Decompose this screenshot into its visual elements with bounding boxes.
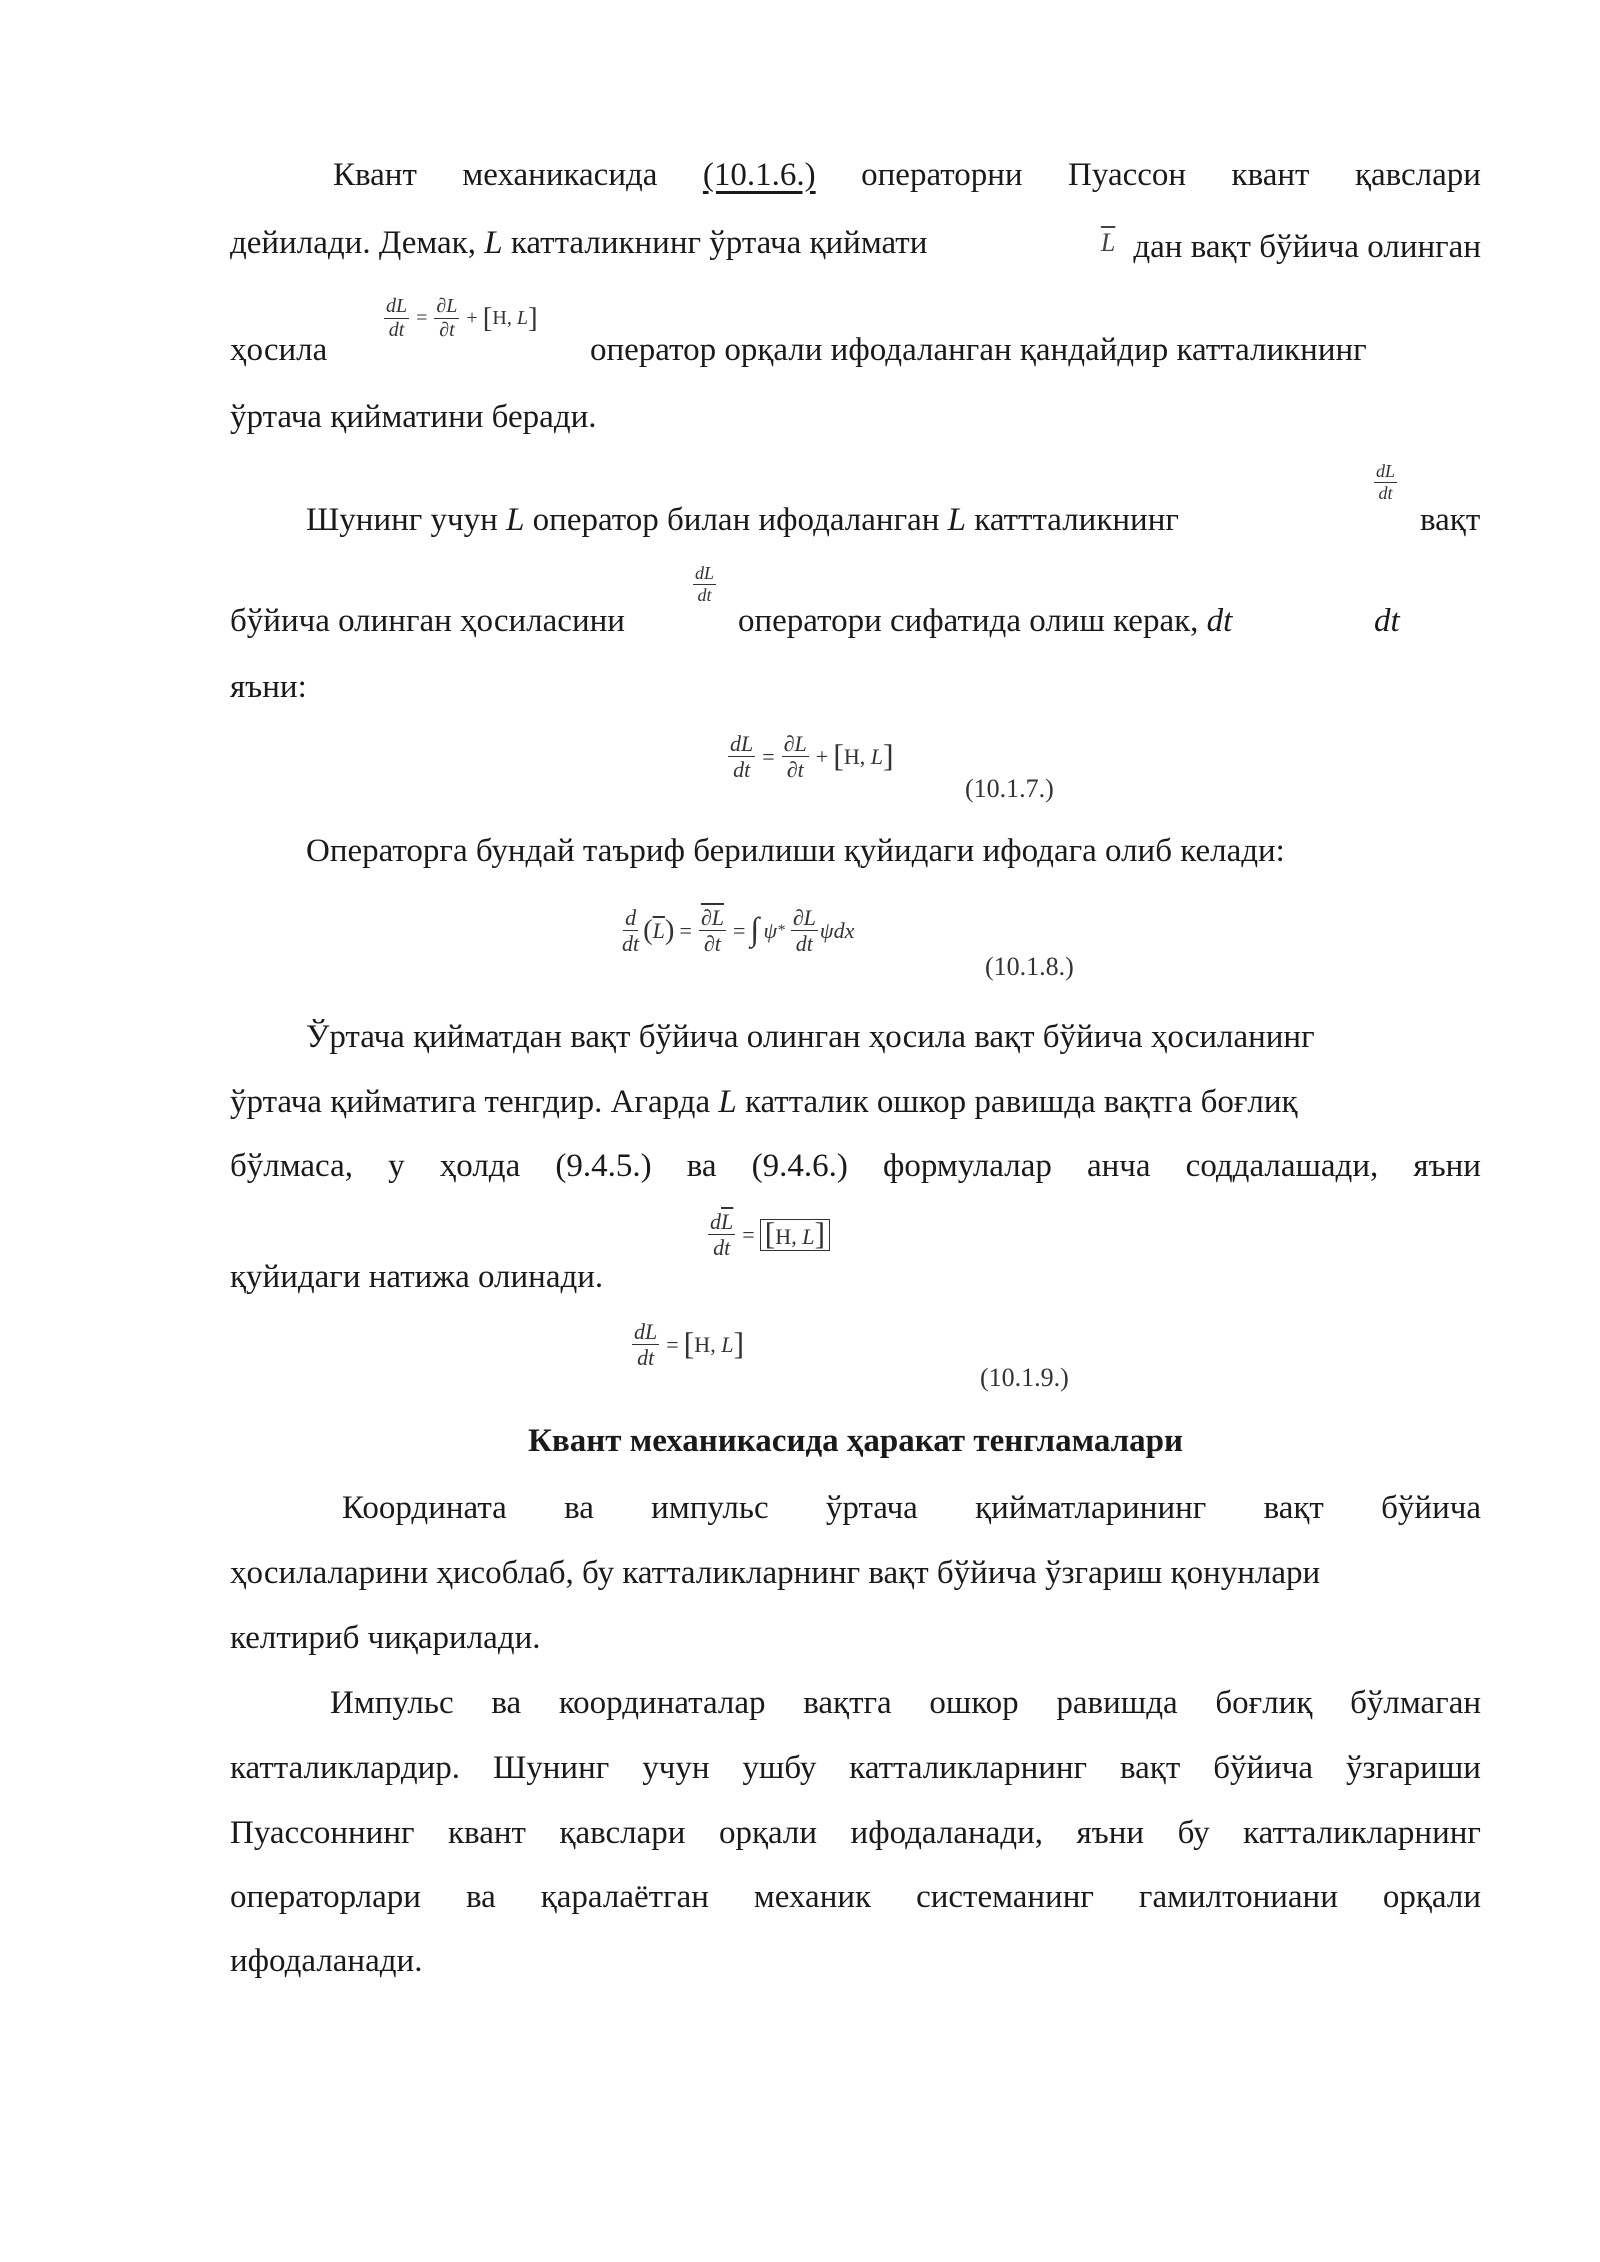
word: ифодаланади,: [850, 1815, 1043, 1851]
word: у: [388, 1148, 405, 1184]
p5-line-3: келтириб чиқарилади.: [230, 1620, 541, 1656]
inline-formula-dL-dt-hosila: $\frac{dL}{dt}$ = $\frac{\partial L}{\partial t}$ + [ H , L ]: [386, 295, 538, 341]
p4-line-1: Ўртача қийматдан вақт бўйича олинган ҳосила вақт бўйича ҳосиланинг: [306, 1019, 1315, 1055]
word: орқали: [1382, 1879, 1481, 1915]
p6-line-3: [230, 1813, 1481, 1853]
p1-line-3-right: оператор орқали ифодаланган қандайдир катталикнинг: [590, 332, 1367, 368]
p5-line-1: [342, 1488, 1481, 1528]
word: операторни: [861, 157, 1023, 193]
p1-line-4: ўртача қийматини беради.: [230, 399, 597, 435]
word: қийматларининг: [975, 1490, 1207, 1526]
word: ўртача: [825, 1490, 918, 1526]
word: орқали: [718, 1815, 818, 1851]
word: (9.4.5.): [555, 1148, 652, 1184]
word: равишда: [1056, 1685, 1178, 1721]
equation-number-10-1-7: (10.1.7.): [965, 774, 1054, 803]
word: қавслари: [1354, 157, 1481, 193]
word: механикасида: [462, 157, 658, 193]
p6-line-4: [230, 1877, 1481, 1917]
word: Импульс: [330, 1685, 454, 1721]
word: учун: [642, 1750, 710, 1786]
word: Квант: [333, 157, 417, 193]
word: вақт: [1120, 1750, 1181, 1786]
word: соддалашади,: [1185, 1148, 1379, 1184]
p4-line-3: [230, 1146, 1481, 1186]
word: (9.4.6.): [751, 1148, 848, 1184]
inline-formula-dL-dt-b: $\frac{dL}{dt}$: [695, 563, 715, 605]
word: системанинг: [916, 1879, 1094, 1915]
word: Пуассоннинг: [230, 1815, 415, 1851]
word: бўлмаган: [1350, 1685, 1481, 1721]
word: (10.1.6.): [702, 157, 816, 193]
word: катталикларнинг: [1243, 1815, 1481, 1851]
word: механик: [753, 1879, 872, 1915]
p1-line-3-left: ҳосила: [230, 332, 328, 368]
word: вақтга: [803, 1685, 892, 1721]
word: ушбу: [742, 1750, 817, 1786]
p3-line: Операторга бундай таъриф берилиши қуйидаги ифодага олиб келади:: [306, 833, 1285, 869]
word: бўйича: [1213, 1750, 1314, 1786]
word: ўзгариши: [1345, 1750, 1481, 1786]
section-heading: Квант механикасида ҳаракат тенгламалари: [528, 1423, 1183, 1459]
word: Шунинг: [492, 1750, 610, 1786]
formula-10-1-9: $\frac{dL}{dt}$ = [ H , L ]: [634, 1319, 745, 1371]
l-bar-symbol: $\overline{L}$: [1100, 228, 1116, 257]
word: яъни: [1413, 1148, 1481, 1184]
inline-formula-dLbar-dt: $\frac{d\overline{L}}{dt}$ = [H, L]: [706, 1210, 830, 1259]
word: ва: [491, 1685, 522, 1721]
p2-line-2-dt: dt: [1374, 603, 1400, 639]
equation-number-10-1-8: (10.1.8.): [985, 952, 1074, 981]
word: квант: [448, 1815, 526, 1851]
equation-number-10-1-9: (10.1.9.): [980, 1363, 1069, 1392]
word: ошкор: [929, 1685, 1019, 1721]
word: ва: [686, 1148, 717, 1184]
word: катталиклардир.: [230, 1750, 461, 1786]
p6-line-5: ифодаланади.: [230, 1943, 423, 1979]
p1-line-2-text-c: $\overline{L}$ дан вақт бўйича олинган: [1100, 228, 1481, 265]
p4-line-4: қуйидаги натижа олинади.: [230, 1259, 604, 1295]
word: формулалар: [883, 1148, 1052, 1184]
p1-line-2-text-a: дейилади. Демак, L катталикнинг ўртача қиймати: [230, 225, 928, 261]
word: вақт: [1263, 1490, 1324, 1526]
word: квант: [1231, 157, 1310, 193]
word: Пуассон: [1068, 157, 1187, 193]
word: ҳолда: [439, 1148, 521, 1184]
p6-line-2: [230, 1748, 1481, 1788]
p4-line-2: ўртача қийматига тенгдир. Агарда L катталик ошкор равишда вақтга боғлиқ: [230, 1084, 1298, 1120]
word: ва: [564, 1490, 594, 1526]
p1-line-1: [333, 155, 1481, 195]
word: импульс: [651, 1490, 769, 1526]
p2-line-1-end: вақт: [1420, 502, 1481, 538]
p2-line-2-b: оператори сифатида олиш керак, dt: [738, 603, 1233, 639]
word: қавслари: [559, 1815, 686, 1851]
word: Координата: [342, 1490, 507, 1526]
word: анча: [1086, 1148, 1151, 1184]
word: бўйича: [1381, 1490, 1481, 1526]
p2-line-2-a: бўйича олинган ҳосиласини: [230, 603, 625, 639]
p5-line-2: ҳосилаларини ҳисоблаб, бу катталикларнинг вақт бўйича ўзгариш қонунлари: [230, 1555, 1321, 1591]
word: гамилтониани: [1138, 1879, 1338, 1915]
word: катталикларнинг: [849, 1750, 1088, 1786]
word: қаралаётган: [540, 1879, 709, 1915]
p2-line-1: Шунинг учун L оператор билан ифодаланган L каттталикнинг: [306, 502, 1179, 538]
word: яъни: [1076, 1815, 1145, 1851]
word: бу: [1177, 1815, 1210, 1851]
inline-formula-dL-dt-a: $\frac{dL}{dt}$: [1376, 461, 1396, 503]
word: операторлари: [230, 1879, 421, 1915]
formula-10-1-8: $\frac{d}{dt}$ ( $\overline{L}$ ) = $\frac{\partial L}{\partial t}$ = ∫ ψ * $\frac{\partial L}{dt}$ ψdx: [622, 905, 855, 957]
word: боғлиқ: [1215, 1685, 1313, 1721]
word: координаталар: [558, 1685, 766, 1721]
p1-line-2: [230, 223, 1481, 267]
word: бўлмаса,: [230, 1148, 354, 1184]
p2-line-3: яъни:: [230, 669, 307, 705]
word: ва: [465, 1879, 496, 1915]
p6-line-1: [330, 1683, 1481, 1723]
formula-10-1-7: $\frac{dL}{dt}$ = $\frac{\partial L}{\partial t}$ + [ H , L ]: [730, 731, 894, 783]
